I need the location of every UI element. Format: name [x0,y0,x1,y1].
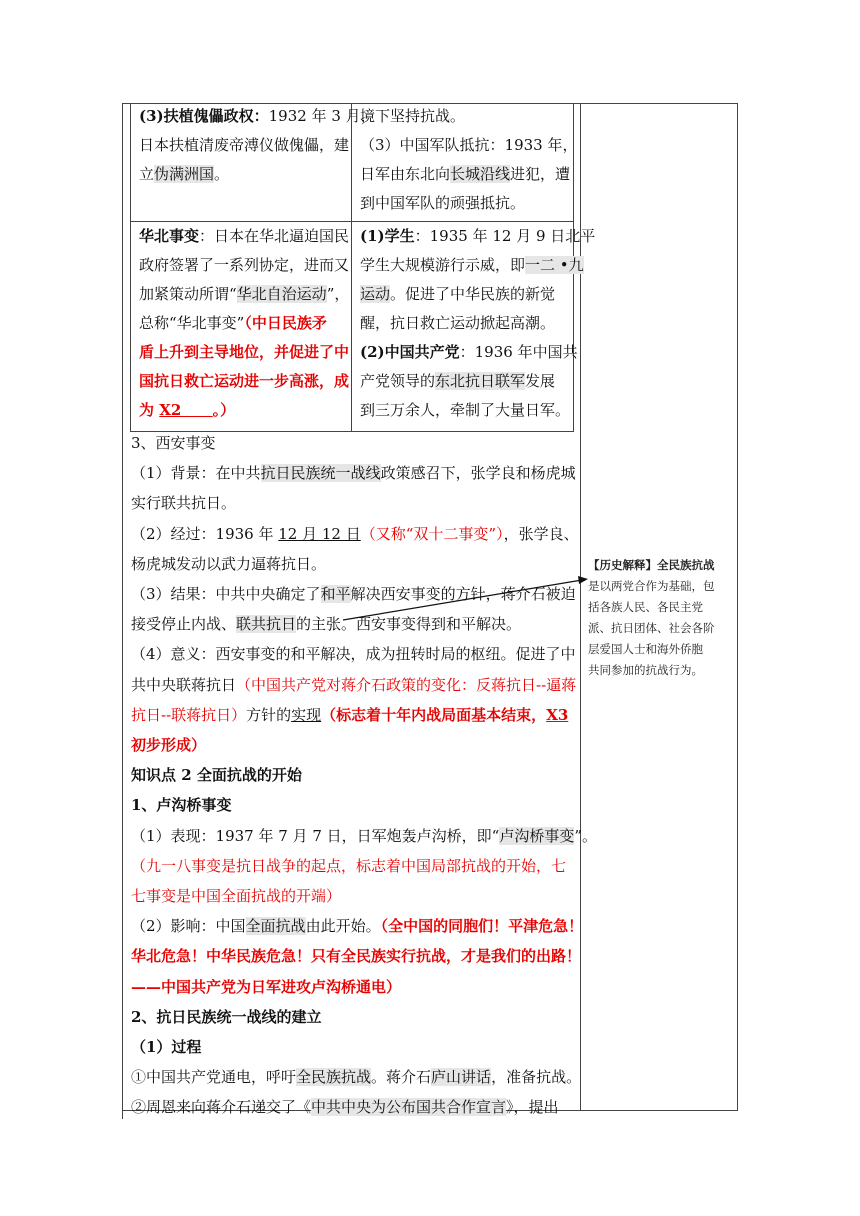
arrow-head [578,576,588,584]
text-segment: 1、卢沟桥事变 [131,796,232,815]
text-segment: 共同参加的抗战行为。 [588,663,703,677]
text-segment: 加紧策动所谓“ [139,285,237,303]
text-segment: 国抗日救亡运动进一步高涨，成 [139,372,350,390]
text-segment: ：1936 年中国共 [459,343,578,361]
text-segment: 派、抗日团体、社会各阶 [588,621,715,635]
text-segment: ②周恩来向蒋介石递交了《 [131,1098,312,1117]
text-segment: (3)扶植傀儡政权： [139,107,269,125]
text-segment: 由此开始。 [305,917,381,936]
text-segment: 接受停止内战、 [131,615,237,634]
text-segment: ”。 [574,826,598,845]
highlighted-term: 一二 •九 [525,256,584,274]
text-segment: 到三万余人，牵制了大量日军。 [360,401,571,419]
text-segment: ，张学良、 [503,524,579,543]
highlighted-term: 抗日民族统一战线 [260,464,381,483]
text-segment: 。） [212,401,236,419]
text-segment: 到中国军队的顽强抵抗。 [360,194,526,212]
text-segment: 醒，抗日救亡运动掀起高潮。 [360,314,556,332]
text-segment: ——中国共产党为日军进攻卢沟桥通电） [131,977,402,996]
text-segment: 华北危急！中华民族危急！只有全民族实行抗战，才是我们的出路！ [131,947,582,966]
highlighted-term: 全面抗战 [245,917,306,936]
text-segment: 立 [139,165,155,183]
text-segment: 政策感召下，张学良和杨虎城 [380,464,576,483]
text-segment: 抗日--联蒋抗日） [131,705,247,724]
text-segment: 层爱国人士和海外侨胞 [588,642,703,656]
text-segment: 实现 [291,705,322,724]
text-segment: （中国共产党对蒋介石政策的变化：反蒋抗日--逼蒋 [236,675,577,694]
highlighted-term: 东北抗日联军 [435,372,526,390]
text-segment: 华北事变 [139,227,200,245]
text-segment: 日本扶植清废帝溥仪做傀儡，建 [139,136,350,154]
text-segment: 进犯，遭 [510,165,571,183]
highlighted-term: 和平 [320,585,351,603]
text-segment: 发展 [525,372,556,390]
text-segment: 境下坚持抗战。 [360,107,466,125]
text-segment: 【历史解释】全民族抗战 [588,558,715,572]
highlighted-term: 卢沟桥事变 [499,826,575,845]
text-segment: 括各族人民、各民主党 [588,600,703,614]
text-segment: 解决西安事变的方针，蒋介石被迫 [350,585,576,603]
text-segment: （全中国的同胞们！平津危急！ [380,917,584,936]
text-segment: 杨虎城发动以武力逼蒋抗日。 [131,554,327,573]
text-segment: 方针的 [246,705,292,724]
text-segment: 1932 年 3 月， [268,107,376,125]
text-segment: 12 月 12 日 [278,524,361,543]
text-segment: 共中央联蒋抗日 [131,675,237,694]
text-segment: 。促进了中华民族的新觉 [390,285,556,303]
text-segment: 政府签署了一系列协定，进而又 [139,256,350,274]
text-segment: 是以两党合作为基础，包 [588,579,715,593]
highlighted-term: 运动 [360,285,391,303]
text-segment: 学生大规模游行示威，即 [360,256,526,274]
text-segment: （2）经过：1936 年 [131,524,279,543]
text-segment: （2）影响：中国 [131,917,246,936]
blank-fill-in: X3 [546,705,569,724]
text-segment: (1)学生 [360,227,415,245]
text-segment: （1）背景：在中共 [131,464,261,483]
text-segment: 总称“华北事变” [139,314,245,332]
text-segment: ：日本在华北逼迫国民 [199,227,350,245]
highlighted-term: 联共抗日 [236,615,297,634]
highlighted-term: 庐山讲话 [431,1068,492,1087]
highlighted-term: 伪满洲国 [154,165,215,183]
text-segment: 实行联共抗日。 [131,494,237,513]
blank-fill-in: X2 [159,401,213,419]
text-segment: 的主张。西安事变得到和平解决。 [296,615,522,634]
text-segment: 盾上升到主导地位，并促进了中 [139,343,350,361]
text-segment: （3）结果：中共中央确定了 [131,585,321,603]
text-segment: ”， [326,285,350,303]
text-segment: （九一八事变是抗日战争的起点，标志着中国局部抗战的开始，七 [131,856,567,875]
text-segment: 。蒋介石 [371,1068,432,1087]
arrow-line [343,580,582,620]
text-segment: 。 [214,165,230,183]
highlighted-term: 华北自治运动 [236,285,327,303]
text-segment: （3）中国军队抵抗：1933 年， [360,136,578,154]
highlighted-term: 全民族抗战 [296,1068,372,1087]
text-segment: 知识点 2 全面抗战的开始 [131,766,302,785]
text-segment: （又称“双十二事变”） [360,524,504,543]
text-segment: （标志着十年内战局面基本结束， [321,705,547,724]
text-segment: 3、西安事变 [131,434,216,452]
text-segment: 七事变是中国全面抗战的开端） [131,887,342,905]
text-segment: 为 [139,401,160,419]
text-segment: ：1935 年 12 月 9 日北平 [414,227,596,245]
text-segment: （1）表现：1937 年 7 月 7 日，日军炮轰卢沟桥，即“ [131,826,500,845]
text-segment: 2、抗日民族统一战线的建立 [131,1007,322,1026]
text-segment: （1）过程 [131,1038,202,1056]
text-segment: 初步形成） [131,736,207,754]
text-segment: （中日民族矛 [244,314,327,332]
text-segment: ①中国共产党通电，呼吁 [131,1068,297,1087]
highlighted-term: 中共中央为公布国共合作宣言 [311,1098,507,1117]
highlighted-term: 长城沿线 [450,165,511,183]
text-segment: (2)中国共产党 [360,343,460,361]
text-segment: 》，提出 [506,1098,559,1117]
text-segment: （4）意义：西安事变的和平解决，成为扭转时局的枢纽。促进了中 [131,645,576,664]
text-segment: 产党领导的 [360,372,436,390]
text-segment: 日军由东北向 [360,165,451,183]
text-segment: ，准备抗战。 [491,1068,582,1087]
